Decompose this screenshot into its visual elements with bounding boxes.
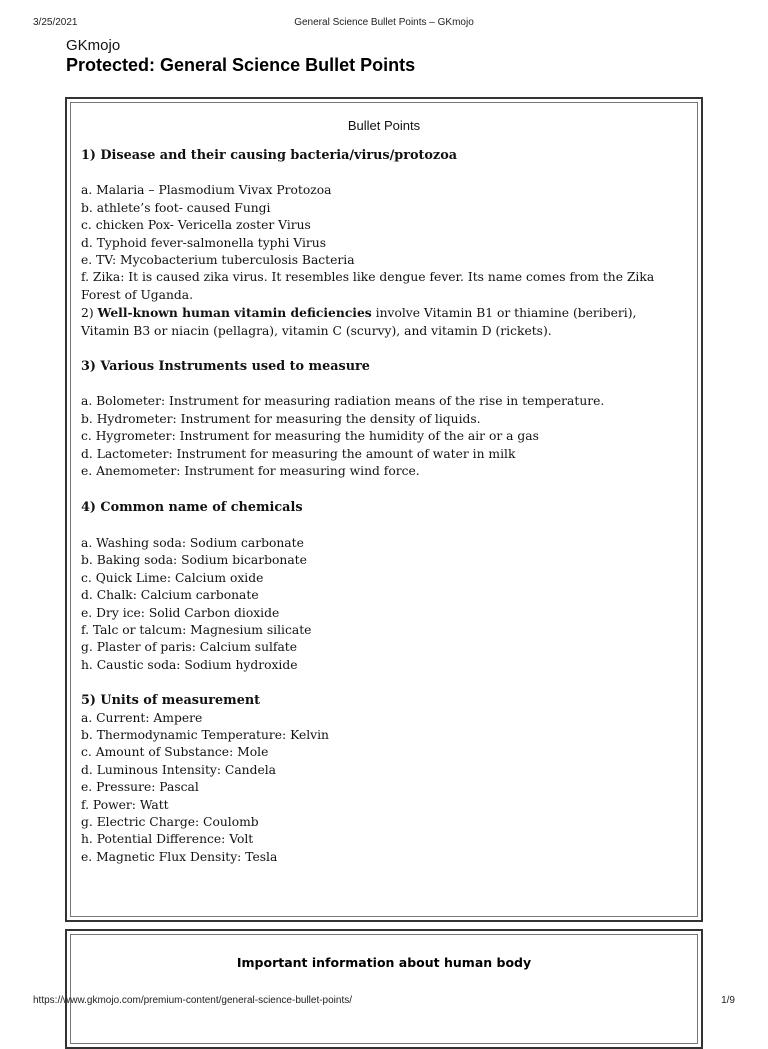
list-item: c. Quick Lime: Calcium oxide xyxy=(81,570,264,585)
list-item: a. Current: Ampere xyxy=(81,710,203,725)
list-item: d. Chalk: Calcium carbonate xyxy=(81,588,259,603)
list-item: b. athlete’s foot- caused Fungi xyxy=(81,200,271,215)
print-page-number: 1/9 xyxy=(721,995,735,1006)
list-item: h. Caustic soda: Sodium hydroxide xyxy=(81,657,298,672)
list-item: b. Thermodynamic Temperature: Kelvin xyxy=(81,727,329,742)
box-title: Bullet Points xyxy=(347,118,421,133)
print-url[interactable]: https://www.gkmojo.com/premium-content/general-science-bullet-points/ xyxy=(33,995,353,1006)
human-body-box-inner xyxy=(70,934,698,1044)
section-3-list xyxy=(81,393,687,480)
list-item: d. Lactometer: Instrument for measuring the amount of water in milk xyxy=(81,446,516,461)
list-item: a. Washing soda: Sodium carbonate xyxy=(81,535,304,550)
section-1-heading: 1) Disease and their causing bacteria/virus/protozoa xyxy=(81,148,458,163)
list-item: f. Power: Watt xyxy=(81,797,169,812)
list-item: f. Talc or talcum: Magnesium silicate xyxy=(81,622,312,637)
section-4-heading: 4) Common name of chemicals xyxy=(81,499,303,515)
section-5-list xyxy=(81,710,687,867)
section-1-list xyxy=(81,182,687,304)
list-item: a. Malaria – Plasmodium Vivax Protozoa xyxy=(81,183,332,198)
list-item: d. Luminous Intensity: Candela xyxy=(81,762,277,777)
human-body-title: Important information about human body xyxy=(236,955,532,970)
print-date: 3/25/2021 xyxy=(33,17,78,28)
print-header xyxy=(0,17,768,31)
list-item: e. Anemometer: Instrument for measuring wind force. xyxy=(81,464,420,479)
bullet-points-box xyxy=(65,97,703,922)
list-item: e. Dry ice: Solid Carbon dioxide xyxy=(81,605,280,620)
list-item: c. Hygrometer: Instrument for measuring the humidity of the air or a gas xyxy=(81,429,539,444)
list-item: h. Potential Difference: Volt xyxy=(81,832,254,847)
site-name[interactable]: GKmojo xyxy=(66,37,121,54)
human-body-box xyxy=(65,929,703,1049)
section-5-heading: 5) Units of measurement xyxy=(81,693,261,709)
list-item: g. Electric Charge: Coulomb xyxy=(81,815,259,829)
list-item: e. Magnetic Flux Density: Tesla xyxy=(81,849,278,864)
list-item: c. Amount of Substance: Mole xyxy=(81,745,269,760)
list-item: d. Typhoid fever-salmonella typhi Virus xyxy=(81,235,327,250)
section-2-text: involve Vitamin B1 or thiamine (beriberi), Vitamin B3 or niacin (pellagra), vitamin C (scurvy), and vitamin D (rickets). xyxy=(81,306,637,338)
section-4-list xyxy=(81,535,687,674)
bullet-points-box-inner xyxy=(70,102,698,917)
section-2-number: 2) xyxy=(81,306,98,321)
list-item: g. Plaster of paris: Calcium sulfate xyxy=(81,640,298,655)
section-2-paragraph xyxy=(81,304,687,340)
print-page-title: General Science Bullet Points – GKmojo xyxy=(294,17,474,28)
list-item: c. chicken Pox- Vericella zoster Virus xyxy=(81,218,311,233)
bullet-points-content xyxy=(81,117,687,866)
page-title: Protected: General Science Bullet Points xyxy=(66,55,416,75)
list-item: a. Bolometer: Instrument for measuring radiation means of the rise in temperature. xyxy=(81,394,605,409)
print-footer xyxy=(0,995,768,1009)
list-item: f. Zika: It is caused zika virus. It resembles like dengue fever. Its name comes from the Zika Forest of Uganda. xyxy=(81,270,655,302)
section-2-bold: Well-known human vitamin deficiencies xyxy=(97,305,372,321)
list-item: b. Hydrometer: Instrument for measuring the density of liquids. xyxy=(81,411,481,426)
list-item: e. TV: Mycobacterium tuberculosis Bacteria xyxy=(81,253,355,268)
section-3-heading: 3) Various Instruments used to measure xyxy=(81,359,370,375)
list-item: e. Pressure: Pascal xyxy=(81,780,199,795)
list-item: b. Baking soda: Sodium bicarbonate xyxy=(81,553,307,568)
